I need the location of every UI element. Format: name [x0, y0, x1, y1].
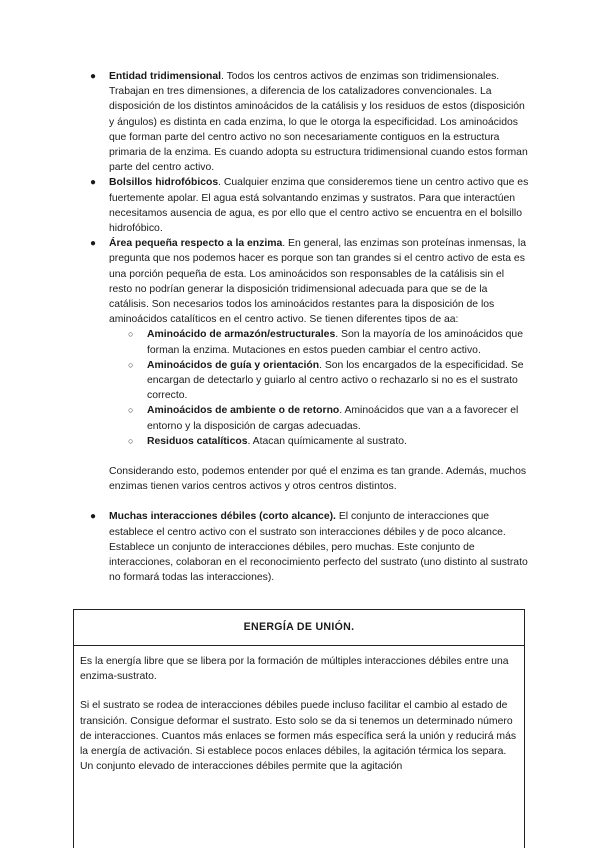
list-item	[90, 69, 530, 175]
box-body	[74, 646, 524, 774]
bullet-icon: ●	[90, 177, 97, 189]
circle-bullet-icon: ○	[128, 435, 134, 446]
bullet-text: . En general, las enzimas son proteínas inmensas, la pregunta que nos podemos hacer es porque son tan grandes si el centro activo de esta es una porción pequeña de esta. Los aminoácidos son responsables de la catálisis sin el resto no podrían generar la disposición tridimensional adecuada para que se de la catálisis. Son necesarios todos los aminoácidos restantes para la disposición de los aminoácidos catalíticos en el centro activo. Se tienen diferentes tipos de aa:	[109, 238, 526, 326]
sub-item-text: . Son la mayoría de los aminoácidos que forman la enzima. Mutaciones en estos pueden cambiar el centro activo.	[147, 329, 523, 356]
considering-paragraph: Considerando esto, podemos entender por qué el enzima es tan grande. Además, muchos enzimas tienen varios centros activos y otros centros distintos.	[109, 466, 527, 493]
bullet-list	[90, 69, 530, 449]
list-item	[90, 509, 530, 585]
list-item	[90, 236, 530, 449]
bullet-icon: ●	[90, 71, 97, 82]
bullet-text: . Cualquier enzima que consideremos tiene un centro activo que es fuertemente apolar. El agua está solvantando enzimas y sustratos. Para que interactúen necesitamos ausencia de agua, es por ello que el centro activo se encuentra en el bolsillo hidrofóbico.	[109, 177, 529, 235]
list-item	[90, 175, 530, 236]
bullet-title: Bolsillos hidrofóbicos	[109, 177, 219, 189]
bullet-icon: ●	[90, 511, 97, 523]
sub-list-item	[109, 434, 530, 449]
sub-item-text: . Aminoácidos que van a a favorecer el entorno y la disposición de cargas adecuadas.	[147, 405, 519, 432]
bullet-icon: ●	[90, 238, 97, 250]
bullet-title: Entidad tridimensional	[109, 71, 221, 82]
circle-bullet-icon: ○	[128, 405, 134, 416]
sub-item-text: . Atacan químicamente al sustrato.	[247, 435, 407, 447]
bullet-list-2	[90, 509, 530, 585]
circle-bullet-icon: ○	[128, 359, 134, 370]
sub-item-title: Residuos catalíticos	[147, 435, 248, 447]
bullet-title: Muchas interacciones débiles (corto alcance).	[109, 511, 336, 523]
sub-item-title: Aminoácido de armazón/estructurales	[147, 329, 336, 341]
sub-list-item	[109, 403, 530, 433]
bullet-text: . Todos los centros activos de enzimas son tridimensionales. Trabajan en tres dimensiones, a diferencia de los catalizadores convencionales. La disposición de los distintos aminoácidos de la catálisis y los residuos de estos (disposición y ángulos) es distinta en cada enzima, lo que le otorga la especificidad. Los aminoácidos que forman parte del centro activo no son necesariamente contiguos en la estructura primaria de la enzima. Es cuando adopta su estructura tridimensional cuando estos forman parte del centro activo.	[109, 71, 528, 174]
sub-item-title: Aminoácidos de ambiente o de retorno	[147, 405, 340, 417]
sub-bullet-list	[109, 327, 530, 449]
circle-bullet-icon: ○	[128, 329, 134, 340]
sub-list-item	[109, 327, 530, 357]
sub-list-item	[109, 358, 530, 404]
notes-content	[90, 69, 530, 586]
sub-item-title: Aminoácidos de guía y orientación	[147, 359, 320, 371]
box-paragraph: Si el sustrato se rodea de interacciones débiles puede incluso facilitar el cambio al estado de transición. Consigue deformar el sustrato. Esto solo se da si tenemos un determinado número de interacciones. Cuantos más enlaces se formen más específica será la unión y reducirá más la energía de activación. Si establece pocos enlaces débiles, la agitación térmica los separa. Un conjunto elevado de interacciones débiles permite que la agitación	[80, 700, 517, 773]
sub-item-text: . Son los encargados de la especificidad. Se encargan de detectarlo y guiarlo al centro activo o rechazarlo si no es el sustrato correcto.	[147, 359, 524, 402]
box-title: ENERGÍA DE UNIÓN.	[74, 610, 524, 646]
bullet-title: Área pequeña respecto a la enzima	[109, 238, 283, 250]
bullet-text: El conjunto de interacciones que establece el centro activo con el sustrato son interacciones débiles y de poco alcance. Establece un conjunto de interacciones débiles, pero muchas. Este conjunto de interacciones, colaboran en el reconocimiento perfecto del sustrato (uno distinto al sustrato no formará todas las interacciones).	[109, 511, 528, 584]
box-paragraph: Es la energía libre que se libera por la formación de múltiples interacciones débiles entre una enzima-sustrato.	[80, 656, 509, 683]
energy-box	[73, 609, 525, 848]
